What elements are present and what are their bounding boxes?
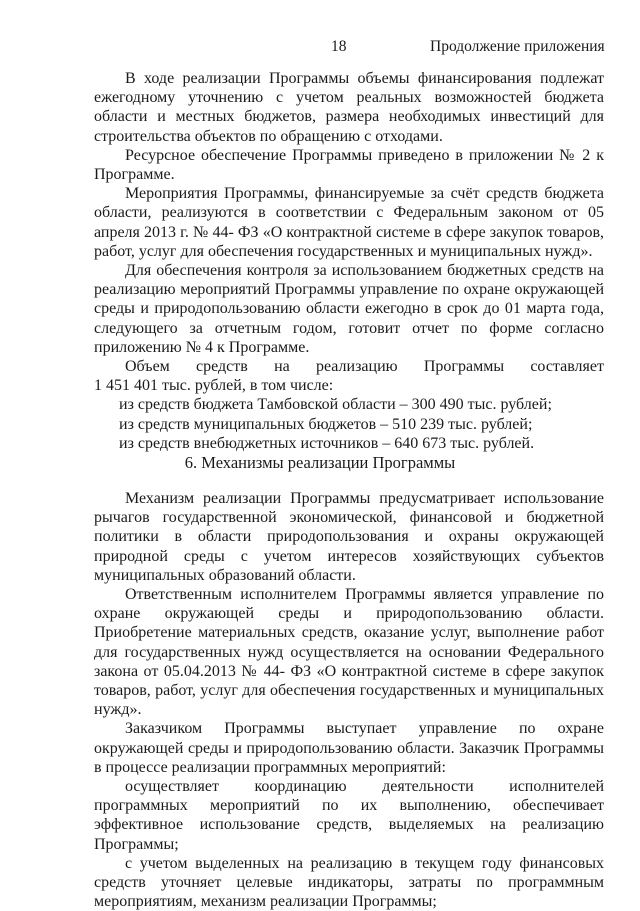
duty-indicator-adjustment: с учетом выделенных на реализацию в текущем году финансовых средств уточняет целевые индикаторы, затраты по программным мероприятиям, механизм реализации Программы; xyxy=(94,854,604,911)
funding-amount-line xyxy=(94,357,604,376)
paragraph-budget-control: Для обеспечения контроля за использованием бюджетных средств на реализацию мероприятий Программы управление по охране окружающей среды и природопользованию области ежегодно в срок до 01 марта года, следующего за отчетным годом, готовит отчет по форме согласно приложению № 4 к Программе. xyxy=(94,262,604,356)
paragraph-responsible-executor: Ответственным исполнителем Программы является управление по охране окружающей среды и природопользованию области. Приобретение материальных средств, оказание услуг, выполнение работ для государственных нужд осуществляется на основании Федерального закона от 05.04.2013 № 44- ФЗ «О контрактной системе в сфере закупок товаров, работ, услуг для обеспечения государственных и муниципальных нужд». xyxy=(94,586,604,719)
paragraph-program-customer: Заказчиком Программы выступает управление по охране окружающей среды и природопользованию области. Заказчик Программы в процессе реализации программных мероприятий: xyxy=(94,720,604,776)
paragraph-resource-provision: Ресурсное обеспечение Программы приведено в приложении № 2 к Программе. xyxy=(94,146,604,184)
amount-word: средств xyxy=(196,358,248,376)
page-number: 18 xyxy=(331,38,347,55)
paragraph-mechanism-overview: Механизм реализации Программы предусматривает использование рычагов государственной экономической, финансовой и бюджетной политики в области природопользования и охраны окружающей природной среды с учетом интересов хозяйствующих субъектов муниципальных образований области. xyxy=(94,490,604,584)
running-header: Продолжение приложения xyxy=(430,38,605,55)
financing-section xyxy=(94,69,604,453)
funding-source-regional: из средств бюджета Тамбовской области – 300 490 тыс. рублей; xyxy=(119,396,552,414)
paragraph-financing-adjustment: В ходе реализации Программы объемы финансирования подлежат ежегодному уточнению с учетом реальных возможностей бюджета области и местных бюджетов, размера необходимых инвестиций для строительства объектов по обращению с отходами. xyxy=(94,70,604,145)
amount-word: на xyxy=(274,358,290,376)
funding-source-municipal: из средств муниципальных бюджетов – 510 239 тыс. рублей; xyxy=(119,415,533,433)
paragraph-federal-law-reference: Мероприятия Программы, финансируемые за счёт средств бюджета области, реализуются в соответствии с Федеральным законом от 05 апреля 2013 г. № 44- ФЗ «О контрактной системе в сфере закупок товаров, работ, услуг для обеспечения государственных и муниципальных нужд». xyxy=(94,185,604,260)
amount-word: Объем xyxy=(125,358,170,376)
amount-word: реализацию xyxy=(316,358,398,376)
amount-word: Программы xyxy=(423,358,505,376)
funding-total: 1 451 401 тыс. рублей, в том числе: xyxy=(94,377,334,395)
duty-coordination: осуществляет координацию деятельности исполнителей программных мероприятий по их выполнению, обеспечивает эффективное использование средств, выделяемых на реализацию Программы; xyxy=(94,778,604,853)
mechanisms-section xyxy=(94,489,604,911)
amount-word: составляет xyxy=(530,358,604,376)
section-heading: 6. Механизмы реализации Программы xyxy=(184,453,456,472)
funding-source-extrabudgetary: из средств внебюджетных источников – 640 673 тыс. рублей. xyxy=(119,434,535,452)
